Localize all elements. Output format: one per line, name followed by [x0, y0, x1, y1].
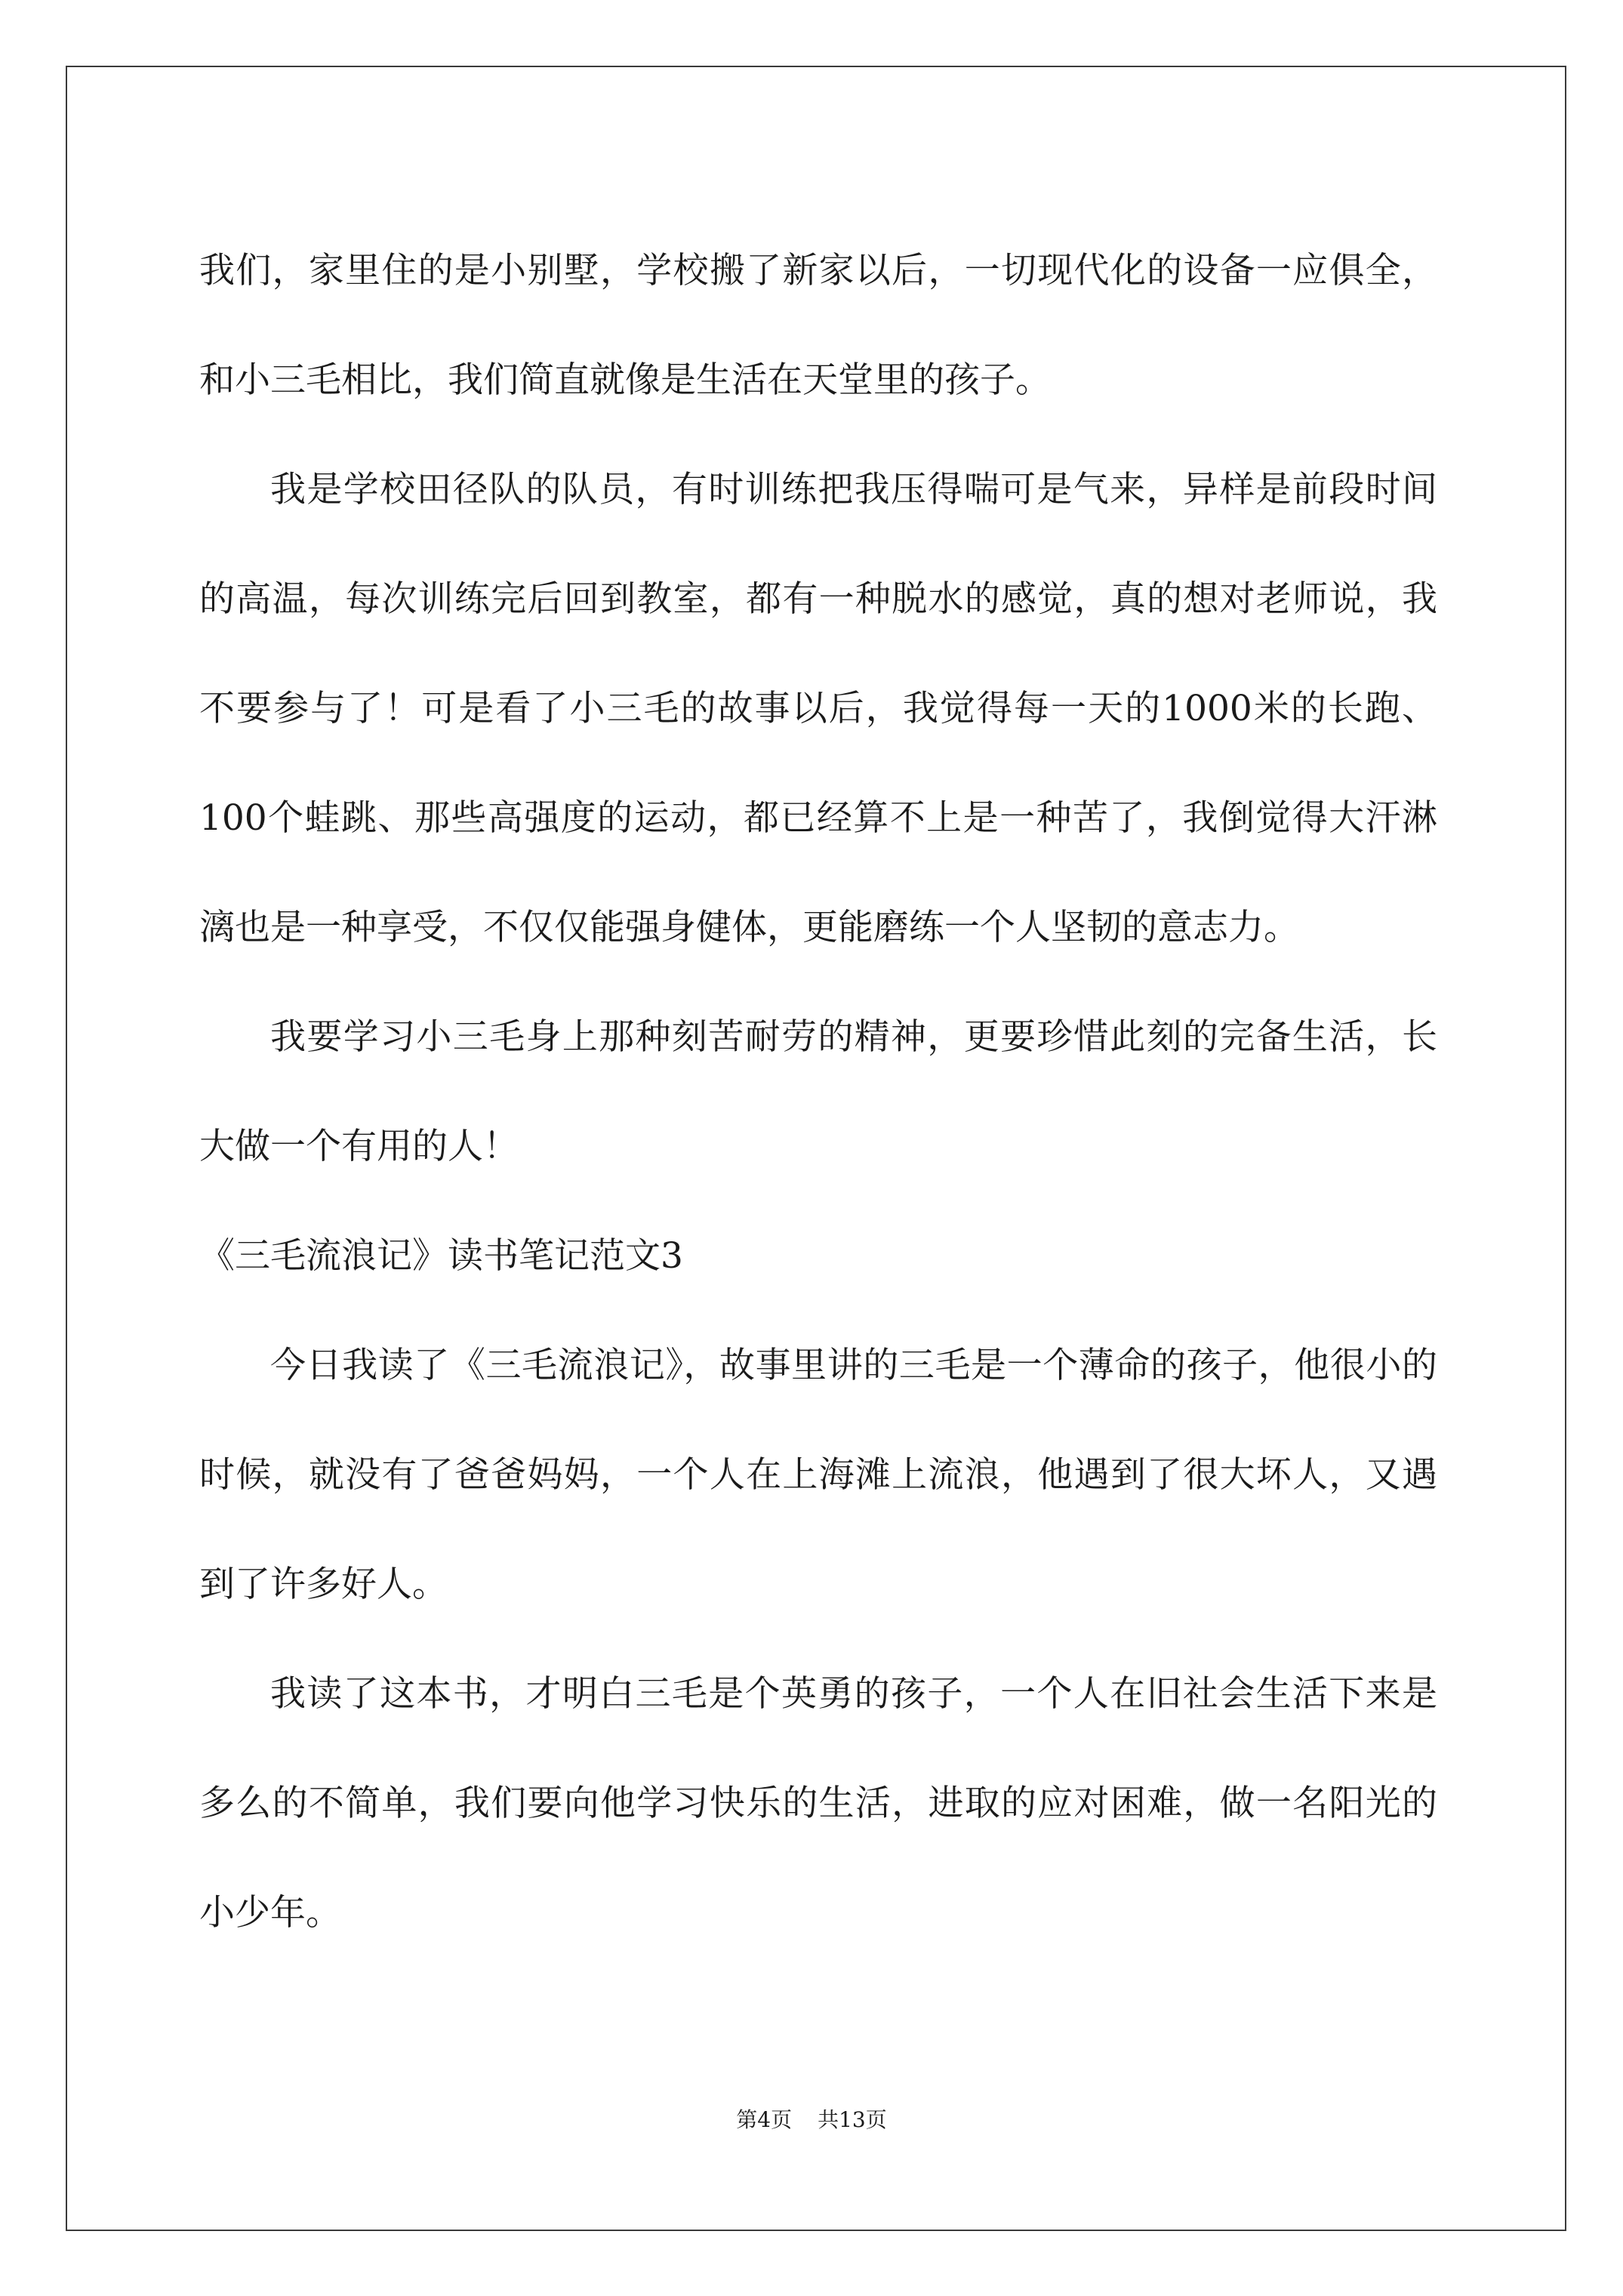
section-heading: 《三毛流浪记》读书笔记范文3 [199, 1235, 683, 1277]
page-total: 共13页 [818, 2107, 887, 2132]
document-body [199, 216, 1437, 1968]
page-footer [0, 2105, 1623, 2135]
paragraph-3: 我要学习小三毛身上那种刻苦耐劳的精神，更要珍惜此刻的完备生活，长大做一个有用的人！ [199, 1016, 1437, 1167]
paragraph-2: 我是学校田径队的队员，有时训练把我压得喘可是气来，异样是前段时间的高温，每次训练完后回到教室，都有一种脱水的感觉，真的想对老师说，我不要参与了！可是看了小三毛的故事以后，我觉得每一天的1000米的长跑、100个蛙跳、那些高强度的运动，都已经算不上是一种苦了，我倒觉得大汗淋漓也是一种享受，不仅仅能强身健体，更能磨练一个人坚韧的意志力。 [199, 469, 1438, 948]
paragraph-4: 今日我读了《三毛流浪记》，故事里讲的三毛是一个薄命的孩子，他很小的时候，就没有了爸爸妈妈，一个人在上海滩上流浪，他遇到了很大坏人，又遇到了许多好人。 [199, 1345, 1437, 1605]
paragraph-5: 我读了这本书，才明白三毛是个英勇的孩子，一个人在旧社会生活下来是多么的不简单，我们要向他学习快乐的生活，进取的应对困难，做一名阳光的小少年。 [199, 1673, 1437, 1934]
paragraph-1: 我们，家里住的是小别墅，学校搬了新家以后，一切现代化的设备一应俱全，和小三毛相比，我们简直就像是生活在天堂里的孩子。 [199, 250, 1437, 401]
page-number: 第4页 [736, 2107, 793, 2132]
